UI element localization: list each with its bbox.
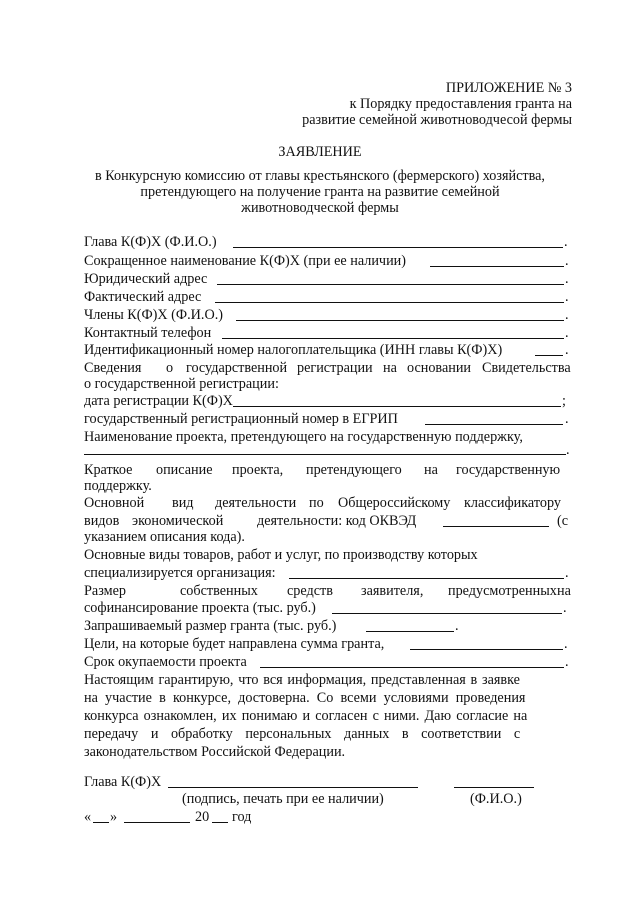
date-year-prefix: 20 bbox=[195, 809, 210, 825]
okved-word-4: по bbox=[309, 495, 324, 511]
dot: . bbox=[566, 442, 570, 458]
phone-field[interactable] bbox=[222, 338, 564, 339]
okved-line-3: указанием описания кода). bbox=[84, 529, 245, 545]
own-funds-field[interactable] bbox=[332, 613, 562, 614]
goods-field[interactable] bbox=[289, 578, 564, 579]
goods-line-2: специализируется организация: bbox=[84, 565, 276, 581]
registration-word-3: государственной bbox=[186, 360, 288, 376]
signature-name-field[interactable] bbox=[454, 787, 534, 788]
date-quote-close: » bbox=[110, 809, 118, 825]
subtitle-line-2: претендующего на получение гранта на развитие семейной bbox=[140, 184, 500, 200]
goals-field[interactable] bbox=[410, 649, 563, 650]
dot: . bbox=[563, 600, 567, 616]
payback-field[interactable] bbox=[260, 667, 564, 668]
inn-field[interactable] bbox=[535, 355, 563, 356]
dot: . bbox=[565, 271, 569, 287]
okved-word-5: Общероссийскому bbox=[338, 495, 451, 511]
date-quote-open: « bbox=[84, 809, 92, 825]
label-project-name: Наименование проекта, претендующего на государственную поддержку, bbox=[84, 429, 523, 445]
registration-word-6: основании bbox=[407, 360, 472, 376]
brief-word-6: государственную bbox=[456, 462, 561, 478]
declaration-line-3: конкурса ознакомлен, их понимаю и согласен с ними. Даю согласие на bbox=[84, 708, 528, 724]
okved-code-field[interactable] bbox=[443, 526, 549, 527]
egrip-field[interactable] bbox=[425, 424, 563, 425]
own-line-2: софинансирование проекта (тыс. руб.) bbox=[84, 600, 316, 616]
brief-word-4: претендующего bbox=[306, 462, 402, 478]
head-name-field[interactable] bbox=[233, 247, 563, 248]
own-word-2: собственных bbox=[180, 583, 258, 599]
dot: . bbox=[455, 618, 459, 634]
document-title: ЗАЯВЛЕНИЕ bbox=[278, 144, 362, 160]
dot: . bbox=[564, 234, 568, 250]
appendix-number: ПРИЛОЖЕНИЕ № 3 bbox=[445, 80, 572, 96]
goods-line-1: Основные виды товаров, работ и услуг, по производству которых bbox=[84, 547, 478, 563]
declaration-line-4: передачу и обработку персональных данных в соответствии с bbox=[84, 726, 521, 742]
label-inn: Идентификационный номер налогоплательщика (ИНН главы К(Ф)Х) bbox=[84, 342, 503, 358]
brief-word-2: описание bbox=[156, 462, 213, 478]
brief-word-3: проекта, bbox=[232, 462, 284, 478]
semicolon: ; bbox=[562, 393, 566, 409]
label-requested: Запрашиваемый размер гранта (тыс. руб.) bbox=[84, 618, 337, 634]
label-legal-address: Юридический адрес bbox=[84, 271, 208, 287]
label-goals: Цели, на которые будет направлена сумма гранта, bbox=[84, 636, 385, 652]
appendix-line3: развитие семейной животноводчесой фермы bbox=[302, 112, 572, 128]
subtitle-line-3: животноводческой фермы bbox=[241, 200, 399, 216]
own-word-6: на bbox=[557, 583, 571, 599]
brief-word-1: Краткое bbox=[84, 462, 133, 478]
date-month-field[interactable] bbox=[124, 822, 190, 823]
label-phone: Контактный телефон bbox=[84, 325, 212, 341]
dot: . bbox=[565, 253, 569, 269]
date-year-field[interactable] bbox=[212, 822, 228, 823]
dot: . bbox=[565, 307, 569, 323]
okved-line-2-word-1: видов bbox=[84, 513, 120, 529]
own-word-3: средств bbox=[287, 583, 333, 599]
date-year-word: год bbox=[232, 809, 252, 825]
label-reg-date: дата регистрации К(Ф)Х bbox=[84, 393, 233, 409]
declaration-line-5: законодательством Российской Федерации. bbox=[84, 744, 346, 760]
label-short-name: Сокращенное наименование К(Ф)Х (при ее наличии) bbox=[84, 253, 406, 269]
okved-line-2-word-3: деятельности: код ОКВЭД bbox=[257, 513, 417, 529]
registration-word-1: Сведения bbox=[84, 360, 142, 376]
reg-date-field[interactable] bbox=[233, 406, 561, 407]
registration-word-2: о bbox=[166, 360, 174, 376]
dot: . bbox=[565, 325, 569, 341]
project-name-field[interactable] bbox=[84, 454, 566, 455]
label-payback: Срок окупаемости проекта bbox=[84, 654, 247, 670]
label-members: Члены К(Ф)Х (Ф.И.О.) bbox=[84, 307, 223, 323]
okved-line-2-word-4: (с bbox=[557, 513, 569, 529]
declaration-line-1: Настоящим гарантирую, что вся информация, представленная в заявке bbox=[84, 672, 520, 688]
brief-word-5: на bbox=[424, 462, 438, 478]
label-actual-address: Фактический адрес bbox=[84, 289, 202, 305]
dot: . bbox=[565, 342, 569, 358]
registration-line-2: о государственной регистрации: bbox=[84, 376, 279, 392]
label-egrip: государственный регистрационный номер в ЕГРИП bbox=[84, 411, 398, 427]
dot: . bbox=[565, 289, 569, 305]
okved-word-1: Основной bbox=[84, 495, 145, 511]
own-word-4: заявителя, bbox=[361, 583, 424, 599]
subtitle-line-1: в Конкурсную комиссию от главы крестьянского (фермерского) хозяйства, bbox=[95, 168, 545, 184]
okved-word-6: классификатору bbox=[464, 495, 561, 511]
dot: . bbox=[565, 565, 569, 581]
brief-line-2: поддержку. bbox=[84, 478, 152, 494]
own-word-1: Размер bbox=[84, 583, 126, 599]
label-head-name: Глава К(Ф)Х (Ф.И.О.) bbox=[84, 234, 217, 250]
signature-head-label: Глава К(Ф)Х bbox=[84, 774, 162, 790]
members-field[interactable] bbox=[236, 320, 564, 321]
caption-name: (Ф.И.О.) bbox=[470, 791, 522, 807]
registration-word-4: регистрации bbox=[297, 360, 373, 376]
actual-address-field[interactable] bbox=[215, 302, 564, 303]
short-name-field[interactable] bbox=[430, 266, 564, 267]
dot: . bbox=[565, 411, 569, 427]
registration-word-7: Свидетельства bbox=[482, 360, 571, 376]
okved-line-2-word-2: экономической bbox=[132, 513, 224, 529]
legal-address-field[interactable] bbox=[217, 284, 564, 285]
dot: . bbox=[565, 654, 569, 670]
own-word-5: предусмотренных bbox=[448, 583, 557, 599]
dot: . bbox=[564, 636, 568, 652]
declaration-line-2: на участие в конкурсе, достоверна. Со всеми условиями проведения bbox=[84, 690, 526, 706]
signature-field[interactable] bbox=[168, 787, 418, 788]
caption-signature: (подпись, печать при ее наличии) bbox=[182, 791, 384, 807]
requested-field[interactable] bbox=[366, 631, 454, 632]
date-day-field[interactable] bbox=[93, 822, 109, 823]
appendix-line2: к Порядку предоставления гранта на bbox=[349, 96, 572, 112]
registration-word-5: на bbox=[383, 360, 397, 376]
okved-word-3: деятельности bbox=[215, 495, 297, 511]
okved-word-2: вид bbox=[172, 495, 194, 511]
